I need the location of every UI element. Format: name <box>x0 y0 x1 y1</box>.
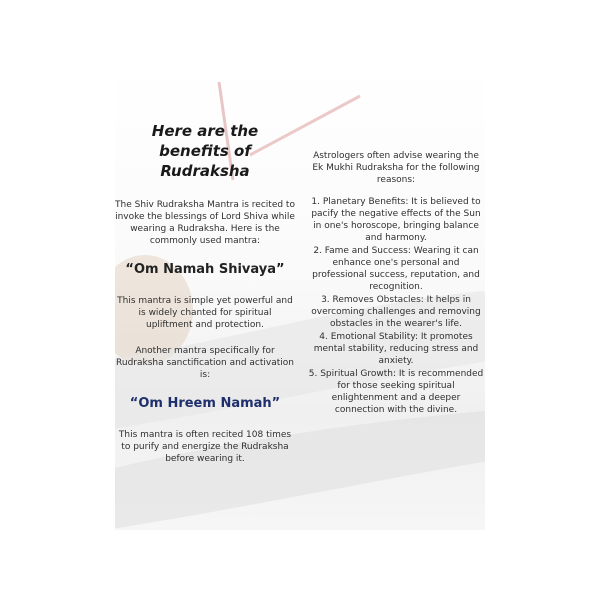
list-item: 2. Fame and Success: Wearing it can enhance one's personal and professional success, reputation, and recognition. <box>312 246 480 292</box>
left-column <box>115 121 295 479</box>
list-item: 3. Removes Obstacles: It helps in overcoming challenges and removing obstacles in the wearer's life. <box>311 295 481 329</box>
list-item: 1. Planetary Benefits: It is believed to pacify the negative effects of the Sun in one's horoscope, bringing balance and harmony. <box>311 197 481 243</box>
astrologers-intro: Astrologers often advise wearing the Ek Mukhi Rudraksha for the following reasons: <box>312 151 480 185</box>
title-line-2: Rudraksha <box>160 162 250 180</box>
title-line-1: Here are the benefits of <box>151 122 259 160</box>
second-mantra-description: This mantra is often recited 108 times to purify and energize the Rudraksha before wearing it. <box>118 430 292 464</box>
page-title <box>115 121 295 181</box>
mantra-om-namah-shivaya: “Om Namah Shivaya” <box>125 262 285 277</box>
second-mantra-intro: Another mantra specifically for Rudraksha sanctification and activation is: <box>116 346 294 380</box>
list-item: 5. Spiritual Growth: It is recommended for those seeking spiritual enlightenment and a deeper connection with the divine. <box>308 369 484 415</box>
intro-paragraph: The Shiv Rudraksha Mantra is recited to invoke the blessings of Lord Shiva while wearing a Rudraksha. Here is the commonly used mantra: <box>115 200 295 246</box>
mantra-description: This mantra is simple yet powerful and is widely chanted for spiritual upliftment and protection. <box>117 296 293 330</box>
list-item: 4. Emotional Stability: It promotes mental stability, reducing stress and anxiety. <box>313 332 479 366</box>
mantra-om-hreem-namah: “Om Hreem Namah” <box>129 396 281 411</box>
benefits-list <box>307 196 485 416</box>
right-column <box>307 150 485 417</box>
document-card <box>115 60 485 530</box>
